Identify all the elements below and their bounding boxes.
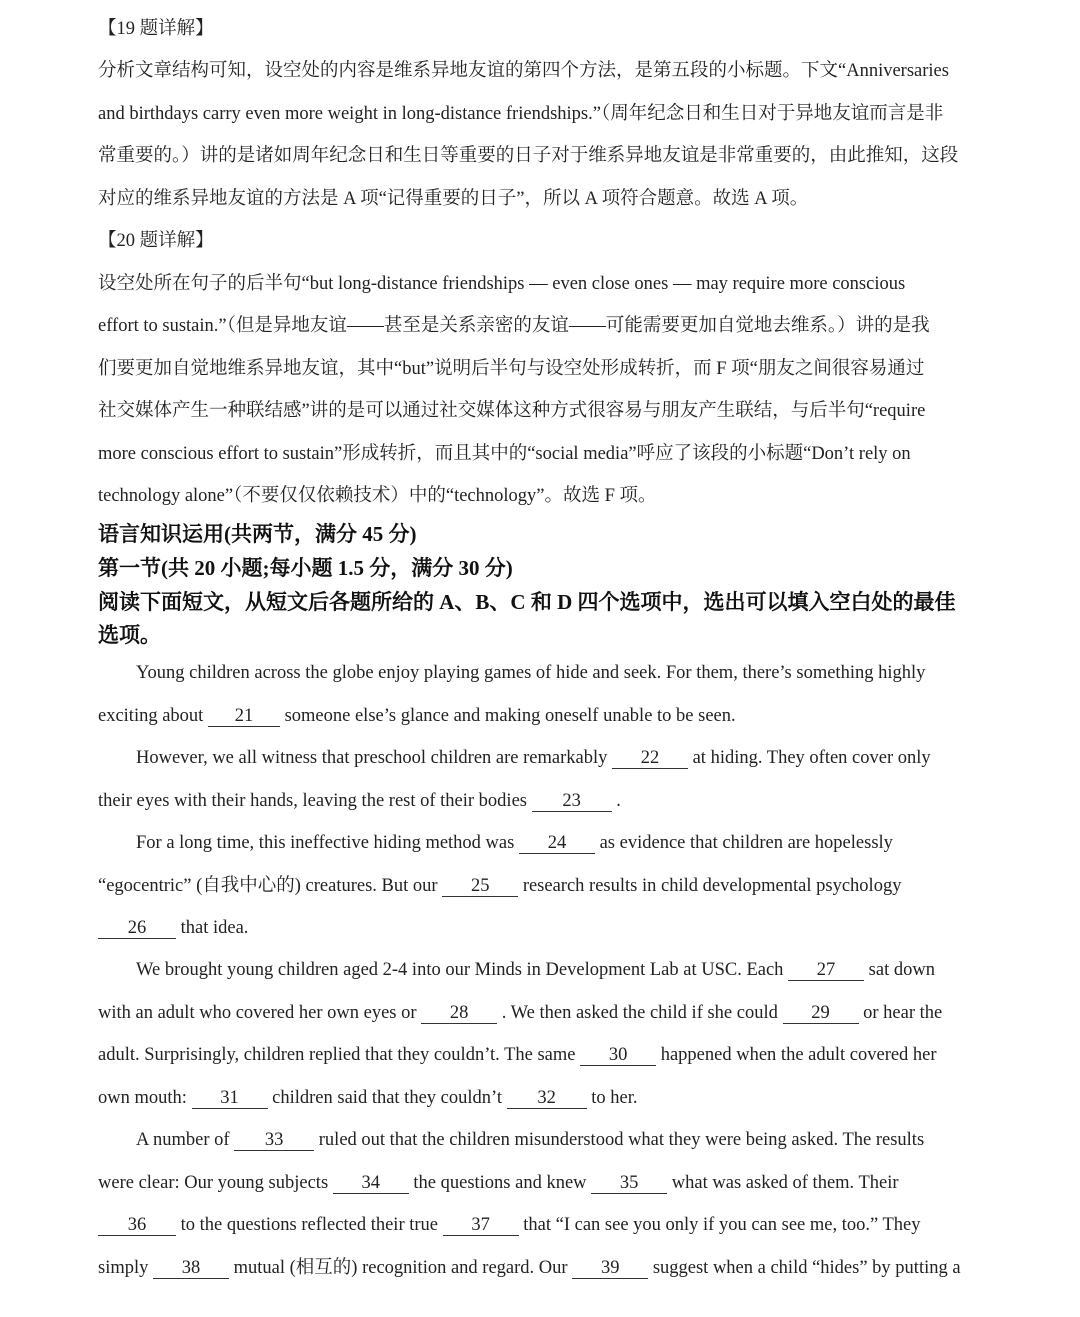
q20-line-3: 们要更加自觉地维系异地友谊，其中“but”说明后半句与设空处形成转折，而 F 项“朋友之间很容易通过: [98, 359, 925, 379]
passage-line: 26 that idea.: [98, 915, 248, 941]
blank-21: 21: [208, 706, 280, 727]
blank-39: 39: [572, 1258, 648, 1279]
blank-35: 35: [591, 1173, 667, 1194]
blank-28: 28: [421, 1003, 497, 1024]
blank-33: 33: [234, 1130, 314, 1151]
passage-line: own mouth: 31 children said that they couldn’t 32 to her.: [98, 1088, 638, 1108]
blank-31: 31: [192, 1088, 268, 1109]
blank-29: 29: [783, 1003, 859, 1024]
subsection-heading: 第一节(共 20 小题;每小题 1.5 分，满分 30 分): [98, 556, 513, 580]
passage-line: with an adult who covered her own eyes or 28 . We then asked the child if she could 29 or hear the: [98, 1003, 943, 1023]
instructions-line-2: 选项。: [98, 623, 161, 647]
passage-line: We brought young children aged 2-4 into our Minds in Development Lab at USC. Each 27 sat down: [136, 960, 935, 980]
blank-27: 27: [788, 960, 864, 981]
passage-line: 36 to the questions reflected their true 37 that “I can see you only if you can see me, too.” They: [98, 1212, 921, 1238]
blank-23: 23: [532, 791, 612, 812]
passage-line: However, we all witness that preschool children are remarkably 22 at hiding. They often cover only: [136, 748, 931, 768]
passage-line: adult. Surprisingly, children replied that they couldn’t. The same 30 happened when the adult covered her: [98, 1045, 937, 1065]
q20-title: 【20 题详解】: [98, 231, 214, 251]
blank-25: 25: [442, 876, 518, 897]
blank-24: 24: [519, 833, 595, 854]
blank-30: 30: [580, 1045, 656, 1066]
passage-line: Young children across the globe enjoy playing games of hide and seek. For them, there’s something highly: [136, 663, 926, 683]
instructions-line-1: 阅读下面短文，从短文后各题所给的 A、B、C 和 D 四个选项中，选出可以填入空白处的最佳: [98, 590, 956, 614]
q20-line-5: more conscious effort to sustain”形成转折，而且其中的“social media”呼应了该段的小标题“Don’t rely on: [98, 444, 911, 464]
passage-line: their eyes with their hands, leaving the rest of their bodies 23 .: [98, 791, 621, 811]
passage-line: “egocentric” (自我中心的) creatures. But our 25 research results in child developmental psychology: [98, 876, 902, 896]
q19-title: 【19 题详解】: [98, 19, 214, 39]
q19-line-4: 对应的维系异地友谊的方法是 A 项“记得重要的日子”，所以 A 项符合题意。故选 A 项。: [98, 189, 809, 209]
q20-line-1: 设空处所在句子的后半句“but long-distance friendships — even close ones — may require more conscious: [98, 274, 906, 294]
q20-line-6: technology alone”（不要仅仅依赖技术）中的“technology”。故选 F 项。: [98, 486, 657, 506]
blank-36: 36: [98, 1215, 176, 1236]
section-heading: 语言知识运用(共两节，满分 45 分): [98, 522, 417, 546]
blank-34: 34: [333, 1173, 409, 1194]
q20-line-2: effort to sustain.”（但是异地友谊——甚至是关系亲密的友谊——可能需要更加自觉地去维系。）讲的是我: [98, 316, 930, 336]
q19-line-1: 分析文章结构可知，设空处的内容是维系异地友谊的第四个方法，是第五段的小标题。下文“Anniversaries: [98, 61, 949, 81]
q19-line-3: 常重要的。）讲的是诸如周年纪念日和生日等重要的日子对于维系异地友谊是非常重要的，由此推知，这段: [98, 146, 959, 166]
q19-line-2: and birthdays carry even more weight in long-distance friendships.”（周年纪念日和生日对于异地友谊而言是非: [98, 104, 944, 124]
blank-38: 38: [153, 1258, 229, 1279]
passage-line: For a long time, this ineffective hiding method was 24 as evidence that children are hopelessly: [136, 833, 893, 853]
blank-32: 32: [507, 1088, 587, 1109]
passage-line: were clear: Our young subjects 34 the questions and knew 35 what was asked of them. Their: [98, 1173, 899, 1193]
q20-line-4: 社交媒体产生一种联结感”讲的是可以通过社交媒体这种方式很容易与朋友产生联结，与后半句“require: [98, 401, 926, 421]
passage-line: simply 38 mutual (相互的) recognition and regard. Our 39 suggest when a child “hides” by putting a: [98, 1258, 961, 1278]
blank-37: 37: [443, 1215, 519, 1236]
passage-line: exciting about 21 someone else’s glance and making oneself unable to be seen.: [98, 706, 736, 726]
blank-26: 26: [98, 918, 176, 939]
passage-line: A number of 33 ruled out that the children misunderstood what they were being asked. The results: [136, 1130, 925, 1150]
blank-22: 22: [612, 748, 688, 769]
